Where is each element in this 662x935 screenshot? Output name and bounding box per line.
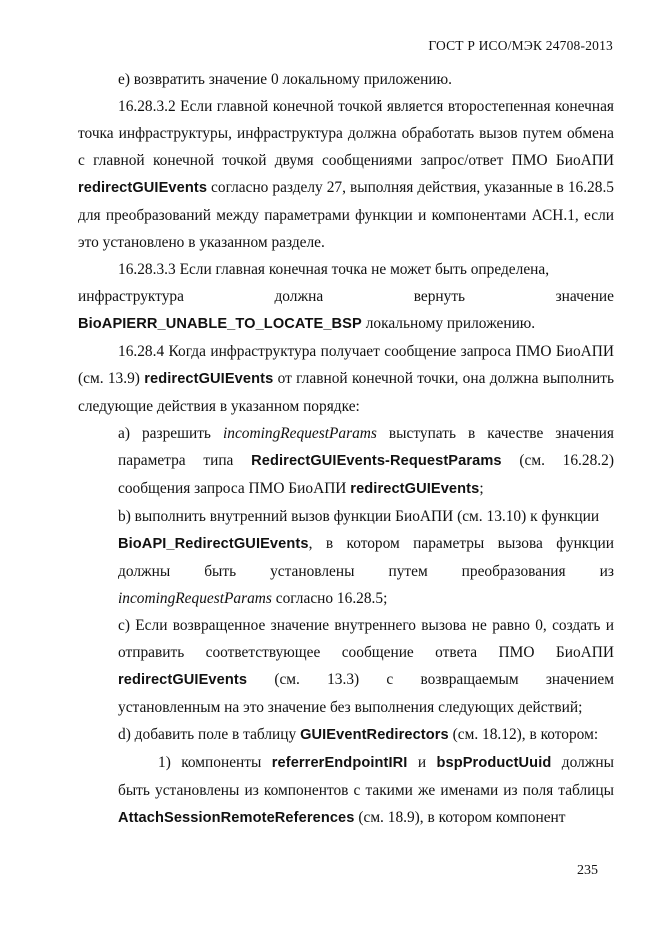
text-run: , в котором параметры вызова функции (308, 535, 614, 552)
item-a-paragraph (78, 420, 614, 503)
word: вернуть (413, 288, 466, 305)
sub-item-1-paragraph (78, 749, 614, 832)
page-number: 235 (577, 863, 598, 878)
code-requestparams: RedirectGUIEvents-RequestParams (251, 453, 502, 469)
text-run: 16.28.3.2 Если главной конечной точкой является второстепенная конечная точка инфраструктуры, инфраструктура должна обработать вызов путем обмена с главной конечной точкой двумя сообщениями запрос/ответ ПМО БиоАПИ (78, 98, 614, 169)
text-run: (см. 18.12), в котором: (452, 726, 599, 743)
word: путем (388, 563, 428, 580)
param-incomingrequestparams: incomingRequestParams (118, 590, 272, 607)
item-c-line2: отправить соответствующее сообщение ответа ПМО БиоАПИ (118, 644, 614, 661)
paragraph-16-28-3-3 (78, 256, 614, 283)
item-c-block (78, 612, 614, 721)
code-redirectguievents: redirectGUIEvents (350, 481, 480, 497)
justified-line (118, 558, 614, 585)
text-run: выступать в качестве значения параметра типа (118, 425, 614, 469)
code-redirectguievents: redirectGUIEvents (78, 180, 208, 196)
text-run: (см. 18.9), в котором компонент (358, 809, 566, 826)
text-run: а) разрешить (118, 425, 211, 442)
word: должны (118, 563, 171, 580)
word: преобразования (461, 563, 566, 580)
document-body (78, 66, 614, 832)
text-run: согласно разделу 27, выполняя действия, указанные в 16.28.5 для преобразований между параметрами функции и компонентами АСН.1, если это установлено в указанном разделе. (78, 179, 614, 251)
word: быть (204, 563, 237, 580)
item-d-paragraph (78, 721, 614, 749)
text-run: ; (479, 480, 484, 497)
code-guieventredirectors: GUIEventRedirectors (300, 727, 449, 743)
text-run: d) добавить поле в таблицу (118, 726, 297, 743)
paragraph-16-28-4 (78, 338, 614, 420)
item-b-line4 (118, 585, 614, 612)
word: инфраструктура (78, 288, 184, 305)
item-b-line2 (118, 530, 614, 558)
text-run: (см. 16.28.2) сообщения запроса ПМО БиоАПИ (118, 452, 614, 497)
param-incomingrequestparams: incomingRequestParams (222, 425, 377, 442)
code-bspproductuuid: bspProductUuid (436, 755, 552, 771)
justified-line (78, 283, 614, 310)
text-run: должны быть установлены из компонентов с такими же именами из поля таблицы (118, 754, 614, 799)
item-b-line1: b) выполнить внутренний вызов функции БиоАПИ (см. 13.10) к функции (118, 508, 600, 525)
text-run: и (417, 754, 427, 771)
code-redirectguievents: redirectGUIEvents (118, 672, 248, 688)
code-bioapi-redirectguievents: BioAPI_RedirectGUIEvents (118, 536, 309, 552)
code-attachsessionremotereferences: AttachSessionRemoteReferences (118, 810, 355, 826)
word: значение (555, 288, 614, 305)
text-run: (см. 13.3) с возвращаемым значением (274, 671, 614, 688)
paragraph-16-28-3-3-end (78, 310, 614, 338)
text-run: от главной конечной точки, она должна выполнить следующие действия в указанном порядке: (78, 370, 615, 415)
paragraph-16-28-3-2 (78, 93, 614, 256)
word: установлены (270, 563, 355, 580)
text-run: согласно 16.28.5; (275, 590, 388, 607)
text-run: локальному приложению. (365, 315, 536, 332)
standard-header: ГОСТ Р ИСО/МЭК 24708-2013 (428, 38, 613, 53)
text-run: 16.28.4 Когда инфраструктура получает сообщение запроса ПМО БиоАПИ (см. 13.9) (78, 343, 614, 387)
item-c-line4: установленным на это значение без выполнения следующих действий; (118, 699, 583, 716)
item-c-line1: с) Если возвращенное значение внутреннего вызова не равно 0, создать и (118, 617, 614, 634)
item-c-line3 (118, 666, 614, 694)
word: из (599, 563, 614, 580)
code-redirectguievents: redirectGUIEvents (144, 371, 274, 387)
item-b-block (78, 503, 614, 612)
code-referrerendpointiri: referrerEndpointIRI (271, 755, 408, 771)
text-run: 1) компоненты (158, 754, 262, 771)
text-run: 16.28.3.3 Если главная конечная точка не может быть определена, (118, 261, 550, 278)
item-e-paragraph: е) возвратить значение 0 локальному приложению. (118, 71, 452, 88)
word: должна (274, 288, 324, 305)
code-bioapierr: BioAPIERR_UNABLE_TO_LOCATE_BSP (78, 316, 362, 332)
